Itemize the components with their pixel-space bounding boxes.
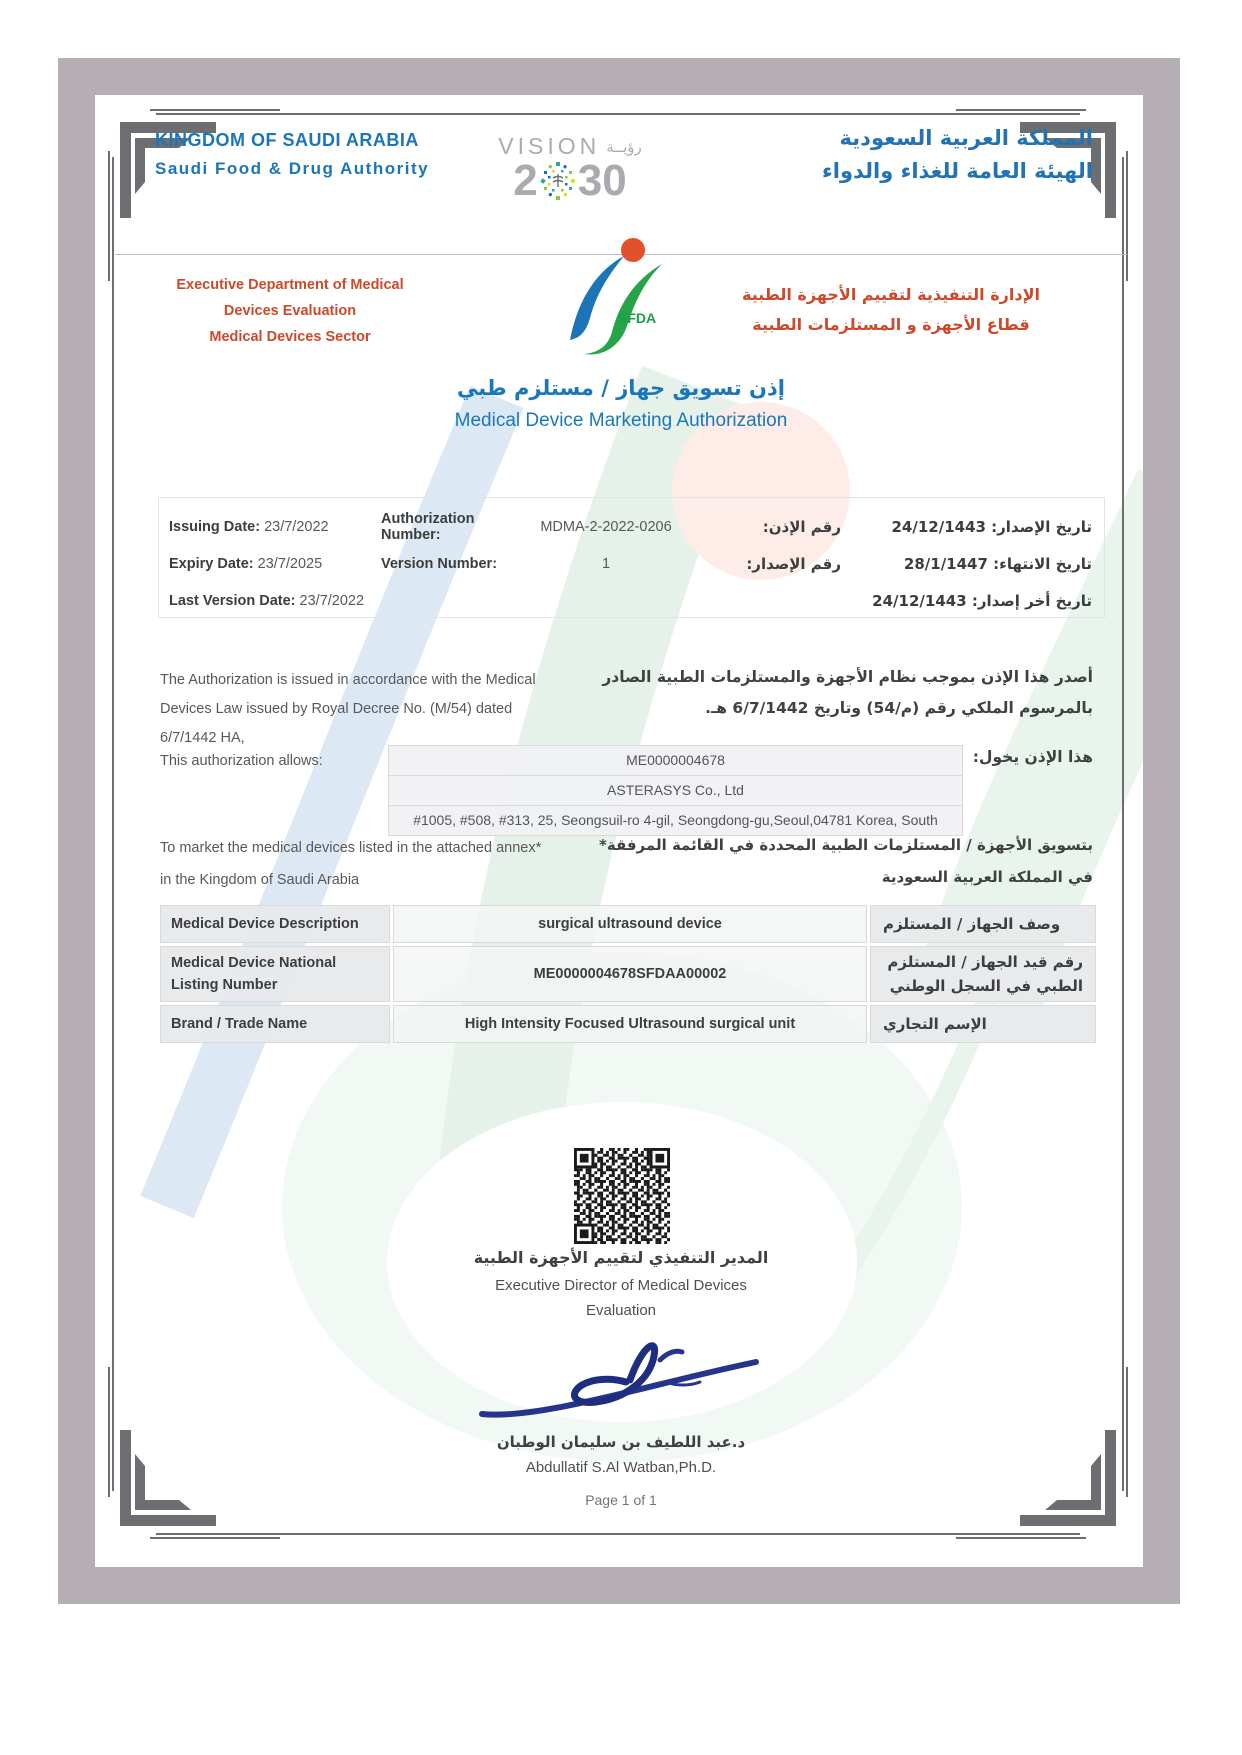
trade-name-label-ar: الإسم التجاري: [870, 1005, 1096, 1043]
authority-title-ar: الهيئة العامة للغذاء والدواء: [822, 159, 1093, 183]
device-description-value: surgical ultrasound device: [393, 905, 867, 943]
kingdom-title-ar: المملكة العربية السعودية: [839, 126, 1093, 150]
sfda-logo-icon: [540, 234, 690, 362]
market-statement-en-line1: To market the medical devices listed in the attached annex*: [160, 840, 542, 856]
law-en-line2: Devices Law issued by Royal Decree No. (M/54) dated: [160, 701, 513, 717]
version-number-label-ar: رقم الإصدار:: [746, 554, 841, 573]
version-number-value: 1: [601, 555, 611, 572]
listing-number-value: ME0000004678SFDAA00002: [393, 946, 867, 1002]
law-ar-line1: أصدر هذا الإذن بموجب نظام الأجهزة والمستلزمات الطبية الصادر: [602, 668, 1093, 686]
vision-2030-logo: [468, 133, 672, 205]
authorization-number-label-ar: رقم الإذن:: [762, 517, 841, 536]
document-title-english: Medical Device Marketing Authorization: [454, 410, 788, 431]
trade-name-value: High Intensity Focused Ultrasound surgical unit: [393, 1005, 867, 1043]
establishment-id: ME0000004678: [388, 745, 963, 776]
law-paragraph-english: [160, 666, 590, 753]
table-row-trade-name: [160, 1005, 1096, 1043]
fields-row-1: [159, 508, 1104, 545]
allows-label-english: This authorization allows:: [160, 753, 323, 769]
expiry-date: [159, 556, 381, 572]
market-statement-ar-line1: بتسويق الأجهزة / المستلزمات الطبية المحددة في القائمة المرفقة*: [599, 836, 1093, 854]
issuing-date-label: Issuing Date:: [169, 518, 261, 535]
device-table: [160, 905, 1096, 1046]
market-statement-en-line2: in the Kingdom of Saudi Arabia: [160, 872, 360, 888]
sfda-logo-text: SFDA: [618, 310, 657, 326]
vision-year-left: 2: [513, 156, 538, 205]
authorization-number-value: MDMA-2-2022-0206: [540, 518, 672, 535]
device-description-label: Medical Device Description: [160, 905, 390, 943]
last-version-date: [159, 593, 529, 609]
signature: [470, 1322, 770, 1432]
authorization-holder-box: [388, 745, 963, 836]
qr-code-icon: [574, 1148, 670, 1244]
document-title-arabic: إذن تسويق جهاز / مستلزم طبي: [457, 376, 785, 400]
device-description-label-ar: وصف الجهاز / المستلزم: [870, 905, 1096, 943]
dept-en-line2: Devices Evaluation: [223, 303, 357, 319]
page-number: Page 1 of 1: [585, 1492, 657, 1508]
law-paragraph-arabic: [553, 662, 1093, 724]
allows-label-arabic: هذا الإذن يخول:: [972, 748, 1093, 766]
expiry-date-hijri: تاريخ الانتهاء: 28/1/1447: [903, 554, 1092, 573]
last-version-date-value: 23/7/2022: [299, 592, 365, 609]
listing-number-label: Medical Device National Listing Number: [160, 946, 390, 1002]
department-arabic: [718, 280, 1064, 340]
qr-code: [574, 1148, 670, 1244]
dept-en-line1: Executive Department of Medical: [176, 277, 404, 293]
last-version-date-label: Last Version Date:: [169, 592, 296, 609]
fields-row-3: [159, 582, 1104, 619]
market-statement-ar-line2: في المملكة العربية السعودية: [881, 868, 1093, 886]
fields-row-2: [159, 545, 1104, 582]
authorization-fields-box: [158, 497, 1105, 618]
listing-number-label-ar: رقم قيد الجهاز / المستلزم الطبي في السجل الوطني: [870, 946, 1096, 1002]
dept-ar-line1: الإدارة التنفيذية لتقييم الأجهزة الطبية: [742, 285, 1040, 304]
vision-2030-emblem-icon: [538, 160, 578, 202]
dept-ar-line2: قطاع الأجهزة و المستلزمات الطبية: [752, 315, 1030, 334]
version-number-label: Version Number:: [381, 555, 498, 572]
establishment-name: ASTERASYS Co., Ltd: [388, 776, 963, 806]
law-en-line1: The Authorization is issued in accordance with the Medical: [160, 672, 536, 688]
kingdom-title-en: KINGDOM OF SAUDI ARABIA: [155, 130, 419, 150]
signatory-name-arabic: د.عبد اللطيف بن سليمان الوطبان: [496, 1433, 746, 1451]
vision-text-ar: رؤيــة: [606, 137, 642, 156]
sfda-logo: [540, 234, 690, 367]
issuing-date: [159, 519, 381, 535]
law-en-line3: 6/7/1442 HA,: [160, 730, 245, 746]
director-title-arabic: المدير التنفيذي لتقييم الأجهزة الطبية: [473, 1248, 769, 1267]
authority-name-arabic: [822, 122, 1093, 188]
last-version-date-hijri: تاريخ أخر إصدار: 24/12/1443: [872, 591, 1092, 610]
trade-name-label: Brand / Trade Name: [160, 1005, 390, 1043]
director-title-english-line1: Executive Director of Medical Devices: [495, 1277, 747, 1294]
signatory-name-english: Abdullatif S.Al Watban,Ph.D.: [525, 1459, 717, 1476]
vision-text-en: VISION: [498, 133, 601, 159]
authority-title-en: Saudi Food & Drug Authority: [155, 159, 430, 178]
expiry-date-value: 23/7/2025: [257, 555, 323, 572]
signature-icon: [470, 1322, 770, 1427]
law-ar-line2: بالمرسوم الملكي رقم (م/54) وتاريخ 6/7/1442 هـ.: [705, 699, 1093, 717]
table-row-listing-number: [160, 946, 1096, 1002]
director-title-english-line2: Evaluation: [585, 1302, 657, 1319]
issuing-date-hijri: تاريخ الإصدار: 24/12/1443: [891, 517, 1092, 536]
table-row-description: [160, 905, 1096, 943]
department-english: [158, 272, 422, 350]
establishment-address: #1005, #508, #313, 25, Seongsuil-ro 4-gil, Seongdong-gu,Seoul,04781 Korea, South: [388, 806, 963, 836]
vision-year-right: 30: [577, 156, 627, 205]
authorization-number-label: Authorization Number:: [381, 510, 475, 543]
dept-en-line3: Medical Devices Sector: [209, 329, 371, 345]
issuing-date-value: 23/7/2022: [264, 518, 329, 535]
authority-name-english: [155, 130, 429, 179]
expiry-date-label: Expiry Date:: [169, 555, 254, 572]
